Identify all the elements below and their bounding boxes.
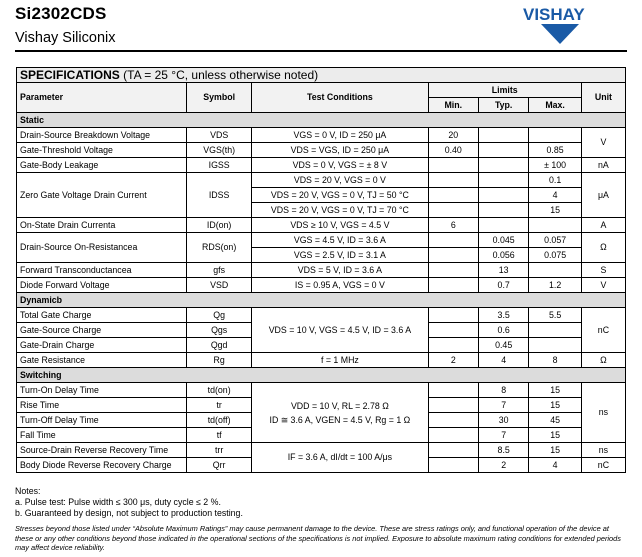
table-title: SPECIFICATIONS (TA = 25 °C, unless otherwise noted) [17,68,626,83]
part-number: Si2302CDS [15,4,107,23]
table-row: Zero Gate Voltage Drain Current IDSS VDS = 20 V, VGS = 0 V 0.1 μA [17,173,626,188]
col-limits: Limits [428,83,581,98]
table-row: VDS = 20 V, VGS = 0 V, TJ = 70 °C 15 [17,203,626,218]
table-row: VGS = 2.5 V, ID = 3.1 A 0.056 0.075 [17,248,626,263]
table-row: VDS = 20 V, VGS = 0 V, TJ = 50 °C 4 [17,188,626,203]
col-symbol: Symbol [187,83,252,113]
table-row: Drain-Source Breakdown Voltage VDS VGS = 0 V, ID = 250 μA 20 V [17,128,626,143]
note-b: b. Guaranteed by design, not subject to production testing. [15,508,243,518]
table-row: Gate Resistance Rg f = 1 MHz 2 4 8 Ω [17,353,626,368]
col-test-conditions: Test Conditions [252,83,428,113]
section-dynamic: Dynamicb [17,293,626,308]
table-row: Gate-Drain Charge Qgd 0.45 [17,338,626,353]
col-max: Max. [529,98,581,113]
table-row: Forward Transconductancea gfs VDS = 5 V, ID = 3.6 A 13 S [17,263,626,278]
notes-heading: Notes: [15,486,41,496]
table-row: Gate-Threshold Voltage VGS(th) VDS = VGS, ID = 250 μA 0.40 0.85 [17,143,626,158]
logo-text: VISHAY [523,5,585,24]
table-row: Gate-Source Charge Qgs 0.6 [17,323,626,338]
table-row: Drain-Source On-Resistancea RDS(on) VGS = 4.5 V, ID = 3.6 A 0.045 0.057 Ω [17,233,626,248]
disclaimer: Stresses beyond those listed under “Absolute Maximum Ratings” may cause permanent damage to the device. These are stress ratings only, and functional operation of the device at these or any other conditions beyond those indicated in the operational sections of the specifications is not implied. Exposure to absolute maximum rating conditions for extended periods may affect device reliability. [15,524,621,552]
table-row: Total Gate Charge Qg VDS = 10 V, VGS = 4.5 V, ID = 3.6 A 3.5 5.5 nC [17,308,626,323]
logo-triangle [541,24,579,44]
section-switching: Switching [17,368,626,383]
table-row: Fall Time tf 7 15 [17,428,626,443]
notes [15,486,243,519]
table-row: Source-Drain Reverse Recovery Time trr IF = 3.6 A, dI/dt = 100 A/μs 8.5 15 ns [17,443,626,458]
section-static: Static [17,113,626,128]
table-title-row [17,68,626,83]
table-row: Body Diode Reverse Recovery Charge Qrr 2 4 nC [17,458,626,473]
table-row: Turn-On Delay Time td(on) VDD = 10 V, RL = 2.78 Ω ID ≅ 3.6 A, VGEN = 4.5 V, Rg = 1 Ω 8 15 ns [17,383,626,398]
note-a: a. Pulse test: Pulse width ≤ 300 μs, duty cycle ≤ 2 %. [15,497,221,507]
col-parameter: Parameter [17,83,187,113]
col-unit: Unit [581,83,625,113]
col-typ: Typ. [478,98,528,113]
header-rule [15,50,627,52]
table-row: On-State Drain Currenta ID(on) VDS ≥ 10 V, VGS = 4.5 V 6 A [17,218,626,233]
company-name: Vishay Siliconix [15,30,116,46]
table-row: Rise Time tr 7 15 [17,398,626,413]
table-row: Gate-Body Leakage IGSS VDS = 0 V, VGS = ± 8 V ± 100 nA [17,158,626,173]
table-row: Turn-Off Delay Time td(off) 30 45 [17,413,626,428]
col-min: Min. [428,98,478,113]
vishay-logo [521,2,599,46]
limits-header-row [17,83,626,98]
table-row: Diode Forward Voltage VSD IS = 0.95 A, VGS = 0 V 0.7 1.2 V [17,278,626,293]
specifications-table [16,67,626,473]
